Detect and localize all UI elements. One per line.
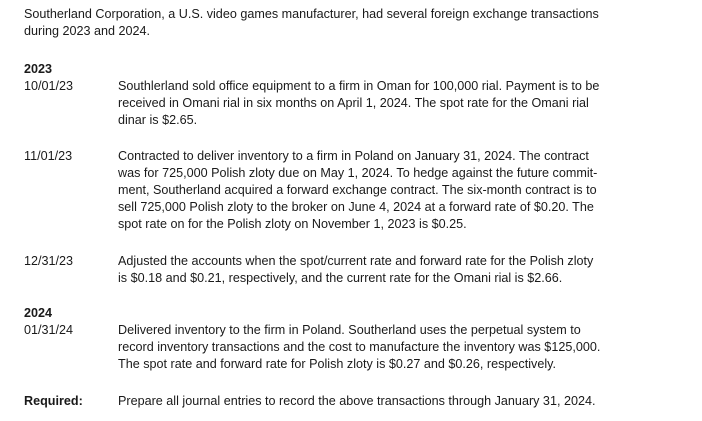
transaction-description: [118, 322, 678, 373]
required-text: Prepare all journal entries to record the above transactions through January 31, 2024.: [118, 394, 596, 408]
required-label: Required:: [24, 394, 83, 408]
description-line: was for 725,000 Polish zloty due on May 1, 2024. To hedge against the future commit-: [118, 166, 598, 180]
transaction-date: 10/01/23: [24, 79, 74, 93]
transaction-description: [118, 148, 678, 233]
transaction-date: 11/01/23: [24, 149, 73, 163]
year-heading-2023: 2023: [24, 62, 53, 76]
description-line: ment, Southerland acquired a forward exchange contract. The six-month contract is to: [118, 183, 597, 197]
description-line: Adjusted the accounts when the spot/current rate and forward rate for the Polish zloty: [118, 254, 594, 268]
intro-paragraph: [24, 6, 674, 40]
transaction-description: [118, 253, 678, 287]
description-line: Southlerland sold office equipment to a firm in Oman for 100,000 rial. Payment is to be: [118, 79, 600, 93]
year-heading-2024: 2024: [24, 306, 53, 320]
description-line: dinar is $2.65.: [118, 113, 198, 127]
description-line: Delivered inventory to the firm in Poland. Southerland uses the perpetual system to: [118, 323, 581, 337]
transaction-date: 12/31/23: [24, 254, 74, 268]
description-line: spot rate on for the Polish zloty on November 1, 2023 is $0.25.: [118, 217, 467, 231]
transaction-description: [118, 78, 678, 129]
description-line: record inventory transactions and the cost to manufacture the inventory was $125,000.: [118, 340, 601, 354]
description-line: received in Omani rial in six months on April 1, 2024. The spot rate for the Omani rial: [118, 96, 589, 110]
intro-line: during 2023 and 2024.: [24, 24, 151, 38]
intro-line: Southerland Corporation, a U.S. video games manufacturer, had several foreign exchange transactions: [24, 7, 599, 21]
description-line: is $0.18 and $0.21, respectively, and the current rate for the Omani rial is $2.66.: [118, 271, 563, 285]
description-line: Contracted to deliver inventory to a firm in Poland on January 31, 2024. The contract: [118, 149, 589, 163]
transaction-date: 01/31/24: [24, 323, 74, 337]
description-line: The spot rate and forward rate for Polish zloty is $0.27 and $0.26, respectively.: [118, 357, 556, 371]
description-line: sell 725,000 Polish zloty to the broker on June 4, 2024 at a forward rate of $0.20. The: [118, 200, 594, 214]
